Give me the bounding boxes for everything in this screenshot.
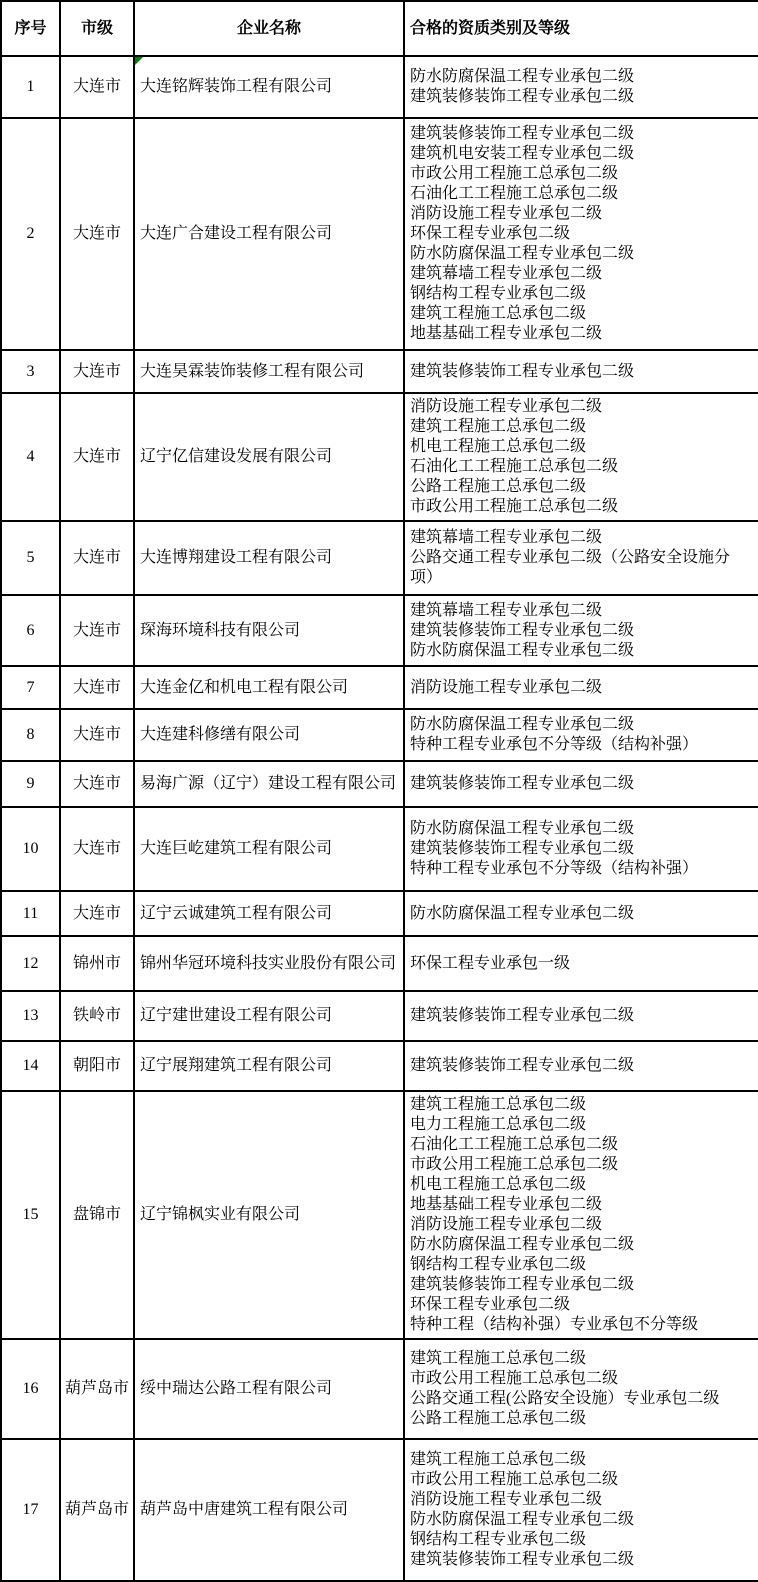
qualification-item: 防水防腐保温工程专业承包二级	[410, 1236, 635, 1253]
qualification-item: 建筑幕墙工程专业承包二级	[410, 529, 603, 546]
qualifications-cell	[404, 807, 758, 891]
serial-cell: 15	[1, 1091, 60, 1339]
company-name: 琛海环境科技有限公司	[140, 621, 301, 639]
qualification-item: 建筑工程施工总承包二级	[410, 1096, 587, 1113]
qualifications-cell	[404, 118, 758, 350]
company-name: 大连巨屹建筑工程有限公司	[140, 840, 333, 857]
table-body	[1, 56, 758, 1581]
qualification-item: 建筑机电安装工程专业承包二级	[410, 145, 635, 162]
qualification-item: 环保工程专业承包二级	[410, 225, 571, 242]
qualification-item: 钢结构工程专业承包二级	[410, 1256, 587, 1273]
table-row	[1, 709, 758, 761]
note-marker-icon	[135, 57, 143, 65]
serial-cell: 16	[1, 1339, 60, 1439]
qualification-item: 市政公用工程施工总承包二级	[410, 1370, 619, 1387]
city-cell: 大连市	[60, 56, 134, 118]
city-cell: 大连市	[60, 350, 134, 393]
qualification-item: 市政公用工程施工总承包二级	[410, 1156, 619, 1173]
company-cell	[134, 393, 404, 521]
qualification-item: 石油化工工程施工总承包二级	[410, 458, 619, 475]
company-name: 大连金亿和机电工程有限公司	[140, 678, 349, 696]
serial-cell: 10	[1, 807, 60, 891]
qualifications-cell	[404, 936, 758, 991]
city-cell: 铁岭市	[60, 991, 134, 1041]
table-row	[1, 666, 758, 709]
serial-cell: 6	[1, 595, 60, 666]
company-cell	[134, 891, 404, 936]
qualifications-cell	[404, 350, 758, 393]
city-cell: 锦州市	[60, 936, 134, 991]
company-cell	[134, 761, 404, 807]
city-cell: 大连市	[60, 393, 134, 521]
company-name: 绥中瑞达公路工程有限公司	[140, 1380, 333, 1397]
table-row	[1, 595, 758, 666]
qualification-item: 防水防腐保温工程专业承包二级	[410, 904, 635, 922]
qualification-item: 建筑装修装饰工程专业承包二级	[410, 1551, 635, 1568]
company-cell	[134, 521, 404, 595]
company-cell	[134, 1339, 404, 1439]
company-name: 大连广合建设工程有限公司	[140, 225, 333, 242]
city-cell: 大连市	[60, 807, 134, 891]
qualification-item: 建筑工程施工总承包二级	[410, 1451, 587, 1468]
qualification-item: 消防设施工程专业承包二级	[410, 205, 603, 222]
qualifications-cell	[404, 891, 758, 936]
header-row	[1, 1, 758, 56]
qualification-item: 建筑工程施工总承包二级	[410, 305, 587, 322]
qualification-item: 特种工程（结构补强）专业承包不分等级	[410, 1316, 699, 1333]
col-header-city: 市级	[60, 1, 134, 56]
qualification-item: 建筑装修装饰工程专业承包二级	[410, 1276, 635, 1293]
qualification-item: 建筑工程施工总承包二级	[410, 418, 587, 435]
city-cell: 大连市	[60, 666, 134, 709]
serial-cell: 4	[1, 393, 60, 521]
qualification-item: 特种工程专业承包不分等级（结构补强）	[410, 860, 699, 877]
company-name: 锦州华冠环境科技实业股份有限公司	[140, 954, 397, 972]
company-cell	[134, 595, 404, 666]
table-row	[1, 521, 758, 595]
serial-cell: 9	[1, 761, 60, 807]
qualification-item: 公路工程施工总承包二级	[410, 1410, 587, 1427]
qualifications-cell	[404, 761, 758, 807]
table-row	[1, 991, 758, 1041]
city-cell: 葫芦岛市	[60, 1439, 134, 1581]
company-cell	[134, 991, 404, 1041]
company-cell	[134, 56, 404, 118]
qualification-item: 电力工程施工总承包二级	[410, 1116, 587, 1133]
serial-cell: 1	[1, 56, 60, 118]
qualification-item: 建筑装修装饰工程专业承包二级	[410, 125, 635, 142]
company-name: 葫芦岛中唐建筑工程有限公司	[140, 1501, 349, 1518]
serial-cell: 2	[1, 118, 60, 350]
city-cell: 朝阳市	[60, 1041, 134, 1091]
qualification-item: 消防设施工程专业承包二级	[410, 398, 603, 415]
qualification-item: 市政公用工程施工总承包二级	[410, 498, 619, 515]
company-cell	[134, 118, 404, 350]
table-row	[1, 1041, 758, 1091]
qualification-item: 防水防腐保温工程专业承包二级	[410, 68, 635, 85]
qualifications-cell	[404, 1091, 758, 1339]
qualifications-cell	[404, 393, 758, 521]
table-row	[1, 761, 758, 807]
city-cell: 盘锦市	[60, 1091, 134, 1339]
qualification-item: 消防设施工程专业承包二级	[410, 678, 603, 696]
company-name: 辽宁展翔建筑工程有限公司	[140, 1057, 333, 1074]
table-row	[1, 807, 758, 891]
qualification-item: 建筑装修装饰工程专业承包二级	[410, 1007, 635, 1024]
company-name: 易海广源（辽宁）建设工程有限公司	[140, 775, 397, 792]
qualification-item: 公路交通工程专业承包二级（公路安全设施分项）	[410, 549, 731, 586]
table-row	[1, 1091, 758, 1339]
table-row	[1, 891, 758, 936]
qualification-item: 钢结构工程专业承包二级	[410, 1531, 587, 1548]
serial-cell: 7	[1, 666, 60, 709]
qualification-item: 公路工程施工总承包二级	[410, 478, 587, 495]
company-name: 辽宁亿信建设发展有限公司	[140, 448, 333, 465]
serial-cell: 11	[1, 891, 60, 936]
company-cell	[134, 709, 404, 761]
company-cell	[134, 936, 404, 991]
qualifications-cell	[404, 56, 758, 118]
qualification-item: 建筑装修装饰工程专业承包二级	[410, 88, 635, 105]
qualification-item: 防水防腐保温工程专业承包二级	[410, 820, 635, 837]
serial-cell: 5	[1, 521, 60, 595]
qualifications-cell	[404, 1041, 758, 1091]
company-cell	[134, 350, 404, 393]
company-cell	[134, 807, 404, 891]
col-header-qualifications: 合格的资质类别及等级	[404, 1, 758, 56]
company-name: 大连博翔建设工程有限公司	[140, 549, 333, 566]
qualification-item: 建筑装修装饰工程专业承包二级	[410, 1057, 635, 1074]
qualification-item: 消防设施工程专业承包二级	[410, 1491, 603, 1508]
qualification-item: 消防设施工程专业承包二级	[410, 1216, 603, 1233]
qualifications-cell	[404, 666, 758, 709]
table-row	[1, 350, 758, 393]
qualification-item: 建筑装修装饰工程专业承包二级	[410, 621, 635, 639]
company-name: 辽宁建世建设工程有限公司	[140, 1007, 333, 1024]
qualification-item: 环保工程专业承包二级	[410, 1296, 571, 1313]
table-row	[1, 393, 758, 521]
company-cell	[134, 1439, 404, 1581]
qualifications-cell	[404, 1339, 758, 1439]
qualification-item: 防水防腐保温工程专业承包二级	[410, 245, 635, 262]
serial-cell: 17	[1, 1439, 60, 1581]
col-header-company: 企业名称	[134, 1, 404, 56]
city-cell: 大连市	[60, 595, 134, 666]
qualification-item: 防水防腐保温工程专业承包二级	[410, 716, 635, 733]
qualification-item: 环保工程专业承包一级	[410, 954, 571, 972]
city-cell: 大连市	[60, 891, 134, 936]
qualification-item: 钢结构工程专业承包二级	[410, 285, 587, 302]
qualification-item: 防水防腐保温工程专业承包二级	[410, 641, 635, 659]
serial-cell: 12	[1, 936, 60, 991]
table-row	[1, 56, 758, 118]
qualification-item: 建筑幕墙工程专业承包二级	[410, 601, 603, 619]
qualification-item: 机电工程施工总承包二级	[410, 1176, 587, 1193]
qualification-item: 建筑装修装饰工程专业承包二级	[410, 840, 635, 857]
qualification-item: 地基基础工程专业承包二级	[410, 1196, 603, 1213]
city-cell: 大连市	[60, 709, 134, 761]
table-row	[1, 936, 758, 991]
qualification-item: 建筑幕墙工程专业承包二级	[410, 265, 603, 282]
qualification-item: 市政公用工程施工总承包二级	[410, 165, 619, 182]
qualification-item: 石油化工工程施工总承包二级	[410, 185, 619, 202]
qualification-item: 机电工程施工总承包二级	[410, 438, 587, 455]
company-name: 大连铭辉装饰工程有限公司	[140, 78, 333, 95]
qualification-item: 公路交通工程(公路安全设施）专业承包二级	[410, 1390, 720, 1407]
qualification-item: 防水防腐保温工程专业承包二级	[410, 1511, 635, 1528]
city-cell: 大连市	[60, 118, 134, 350]
company-name: 辽宁云诚建筑工程有限公司	[140, 904, 333, 922]
city-cell: 大连市	[60, 521, 134, 595]
qualification-item: 地基基础工程专业承包二级	[410, 325, 603, 342]
qualifications-cell	[404, 1439, 758, 1581]
company-cell	[134, 1041, 404, 1091]
qualifications-cell	[404, 595, 758, 666]
company-cell	[134, 666, 404, 709]
table-row	[1, 1339, 758, 1439]
qualification-item: 建筑装修装饰工程专业承包二级	[410, 775, 635, 792]
city-cell: 葫芦岛市	[60, 1339, 134, 1439]
company-name: 大连昊霖装饰装修工程有限公司	[140, 362, 365, 380]
qualifications-cell	[404, 521, 758, 595]
city-cell: 大连市	[60, 761, 134, 807]
serial-cell: 14	[1, 1041, 60, 1091]
company-name: 辽宁锦枫实业有限公司	[140, 1206, 301, 1223]
qualification-item: 市政公用工程施工总承包二级	[410, 1471, 619, 1488]
qualification-item: 特种工程专业承包不分等级（结构补强）	[410, 736, 699, 753]
table-row	[1, 118, 758, 350]
company-name: 大连建科修缮有限公司	[140, 726, 301, 743]
company-cell	[134, 1091, 404, 1339]
qualifications-cell	[404, 709, 758, 761]
table-row	[1, 1439, 758, 1581]
qualification-item: 建筑工程施工总承包二级	[410, 1350, 587, 1367]
col-header-serial: 序号	[1, 1, 60, 56]
serial-cell: 8	[1, 709, 60, 761]
qualification-item: 石油化工工程施工总承包二级	[410, 1136, 619, 1153]
serial-cell: 13	[1, 991, 60, 1041]
qualification-item: 建筑装修装饰工程专业承包二级	[410, 362, 635, 380]
qualifications-cell	[404, 991, 758, 1041]
serial-cell: 3	[1, 350, 60, 393]
